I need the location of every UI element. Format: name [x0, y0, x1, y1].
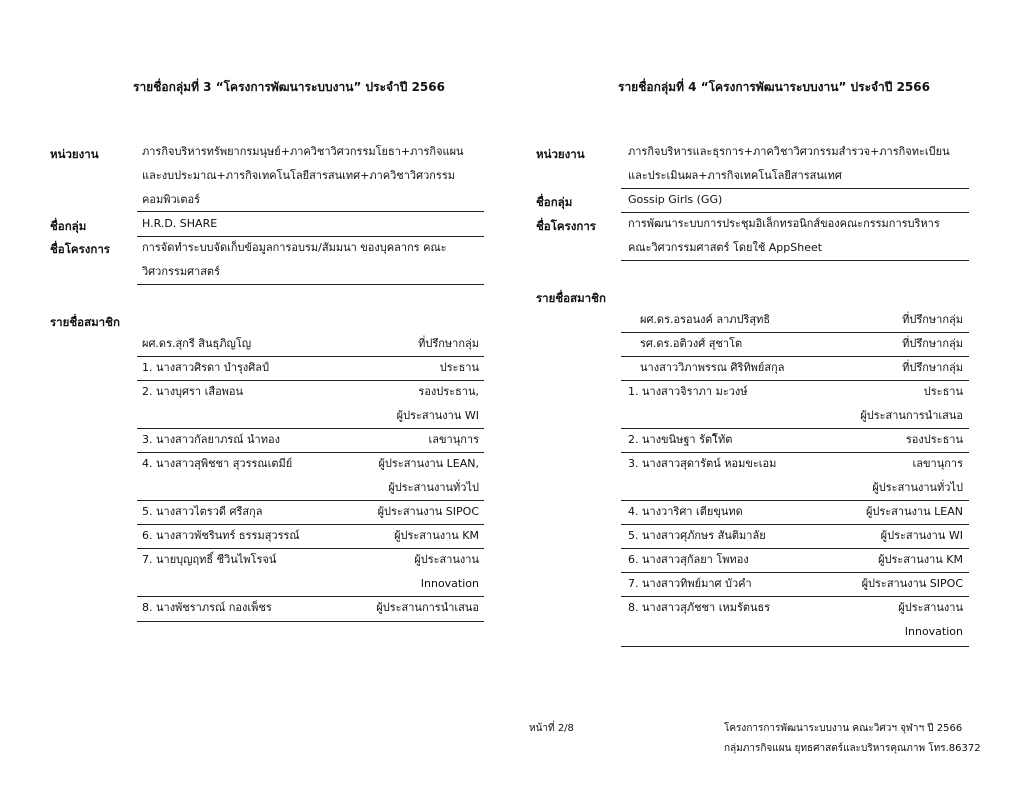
footer-line-1: โครงการการพัฒนาระบบงาน คณะวิศวฯ จุฬาฯ ปี 2566 [724, 723, 963, 734]
group-3-project-value [142, 236, 447, 284]
member-name: 8. นางพัชราภรณ์ กองเพ็ชร [142, 601, 272, 614]
member-role: ผู้ประสานงาน KM [878, 553, 963, 566]
member-row [628, 548, 963, 572]
page-number: หน้าที่ 2/8 [529, 723, 574, 734]
member-role: ผู้ประสานงาน LEAN [865, 505, 963, 518]
member-row [142, 356, 479, 380]
member-row [142, 332, 479, 356]
member-row [142, 452, 479, 500]
member-name: ผศ.ดร.สุกรี สินธุภิญโญ [142, 337, 252, 350]
member-role: รองประธาน [905, 433, 963, 446]
member-row [142, 500, 479, 524]
member-role: ประธาน [439, 361, 479, 374]
group-4-name-label: ชื่อกลุ่ม [536, 195, 573, 209]
group-3-unit-label: หน่วยงาน [50, 147, 99, 161]
member-name: 8. นางสาวสุภัชชา เหมรัตนธร [628, 601, 771, 614]
member-row [142, 380, 479, 428]
member-row [142, 428, 479, 452]
divider [137, 284, 484, 285]
member-role: ผู้ประสานงาน SIPOC [377, 505, 479, 518]
member-name: ผศ.ดร.อรอนงค์ ลาภปริสุทธิ [640, 313, 771, 326]
member-role: ผู้ประสานงาน KM [394, 529, 479, 542]
project-line: วิศวกรรมศาสตร์ [142, 265, 220, 278]
member-name: 2. นางขนิษฐา รัตโิทัต [628, 433, 733, 446]
unit-line: ภารกิจบริหารทรัพยากรมนุษย์+ภาควิชาวิศวกรรมโยธา+ภารกิจแผน [142, 145, 464, 158]
group-4-project-value [628, 212, 940, 260]
member-row [640, 332, 963, 356]
member-name: 2. นางบุศรา เสือพอน [142, 385, 244, 398]
member-role: เลขานุการ ผู้ประสานงานทั่วไป [872, 457, 963, 494]
group-4-project-label: ชื่อโครงการ [536, 219, 596, 233]
member-row [628, 452, 963, 500]
group-4-name-value: Gossip Girls (GG) [628, 193, 723, 206]
member-row [628, 428, 963, 452]
project-line: การพัฒนาระบบการประชุมอิเล็กทรอนิกส์ของคณะกรรมการบริหาร [628, 217, 940, 230]
member-role: รองประธาน, ผู้ประสานงาน WI [396, 385, 479, 422]
group-4-members-label: รายชื่อสมาชิก [536, 291, 606, 305]
unit-line: และงบประมาณ+ภารกิจเทคโนโลยีสารสนเทศ+ภาควิชาวิศวกรรม [142, 169, 455, 182]
member-name: 1. นางสาวจิราภา มะวงษ์ [628, 385, 748, 398]
member-name: 6. นางสาวพัชรินทร์ ธรรมสุวรรณ์ [142, 529, 300, 542]
group-3-project-label: ชื่อโครงการ [50, 242, 110, 256]
member-role: ผู้ประสานงาน LEAN, ผู้ประสานงานทั่วไป [378, 457, 479, 494]
group-4-unit-label: หน่วยงาน [536, 147, 585, 161]
member-role: ที่ปรึกษากลุ่ม [902, 337, 963, 350]
member-role: ที่ปรึกษากลุ่ม [902, 361, 963, 374]
member-name: 5. นางสาวไตรวดี ศรีสกุล [142, 505, 263, 518]
group-4-title: รายชื่อกลุ่มที่ 4 “โครงการพัฒนาระบบงาน” ประจำปี 2566 [618, 80, 930, 94]
member-row [640, 356, 963, 380]
group-3-name-value: H.R.D. SHARE [142, 217, 218, 230]
unit-line: ภารกิจบริหารและธุรการ+ภาควิชาวิศวกรรมสำรวจ+ภารกิจทะเบียน [628, 145, 950, 158]
divider [621, 646, 969, 647]
member-row [628, 596, 963, 644]
member-row [628, 500, 963, 524]
member-name: 4. นางสาวสุพิชชา สุวรรณเตมีย์ [142, 457, 293, 470]
unit-line: และประเมินผล+ภารกิจเทคโนโลยีสารสนเทศ [628, 169, 842, 182]
project-line: คณะวิศวกรรมศาสตร์ โดยใช้ AppSheet [628, 241, 823, 254]
member-name: รศ.ดร.อติวงศ์ สุชาโต [640, 337, 743, 350]
group-3-members-label: รายชื่อสมาชิก [50, 315, 120, 329]
member-name: 6. นางสาวสุกัลยา โพทอง [628, 553, 749, 566]
member-name: นางสาววิภาพรรณ ศิริทิพย์สกุล [640, 361, 785, 374]
member-row [640, 308, 963, 332]
member-row [628, 572, 963, 596]
member-role: ที่ปรึกษากลุ่ม [418, 337, 479, 350]
project-line: การจัดทำระบบจัดเก็บข้อมูลการอบรม/สัมมนา ของบุคลากร คณะ [142, 241, 447, 254]
group-4-unit-value [628, 140, 950, 188]
member-role: ผู้ประสานงาน WI [880, 529, 963, 542]
member-row [142, 548, 479, 596]
member-role: ผู้ประสานการนำเสนอ [376, 601, 479, 614]
member-name: 3. นางสาวกัลยาภรณ์ นำทอง [142, 433, 280, 446]
member-name: 3. นางสาวสุดารัตน์ หอมขะเอม [628, 457, 777, 470]
member-role: ประธาน ผู้ประสานการนำเสนอ [860, 385, 963, 422]
member-name: 7. นายบุญฤทธิ์ ชีวินไพโรจน์ [142, 553, 277, 566]
footer-line-2: กลุ่มภารกิจแผน ยุทธศาสตร์และบริหารคุณภาพ โทร.86372 [724, 743, 981, 754]
unit-line: คอมพิวเตอร์ [142, 193, 201, 206]
member-name: 4. นางวาริศา เตียขุนทด [628, 505, 743, 518]
member-name: 5. นางสาวศุภักษร สันติมาลัย [628, 529, 766, 542]
member-name: 1. นางสาวศิรดา บำรุงศิลป์ [142, 361, 269, 374]
member-row [628, 380, 963, 428]
member-role: เลขานุการ [428, 433, 479, 446]
member-role: ที่ปรึกษากลุ่ม [902, 313, 963, 326]
member-name: 7. นางสาวทิพย์มาศ บัวคำ [628, 577, 752, 590]
group-3-unit-value [142, 140, 464, 212]
member-role: ผู้ประสานงาน Innovation [414, 553, 479, 590]
member-row [142, 524, 479, 548]
member-role: ผู้ประสานงาน Innovation [898, 601, 963, 638]
member-role: ผู้ประสานงาน SIPOC [861, 577, 963, 590]
group-3-name-label: ชื่อกลุ่ม [50, 219, 87, 233]
divider [621, 260, 969, 261]
member-row [628, 524, 963, 548]
member-row [142, 596, 479, 620]
group-3-title: รายชื่อกลุ่มที่ 3 “โครงการพัฒนาระบบงาน” ประจำปี 2566 [133, 80, 445, 94]
divider [137, 621, 484, 622]
